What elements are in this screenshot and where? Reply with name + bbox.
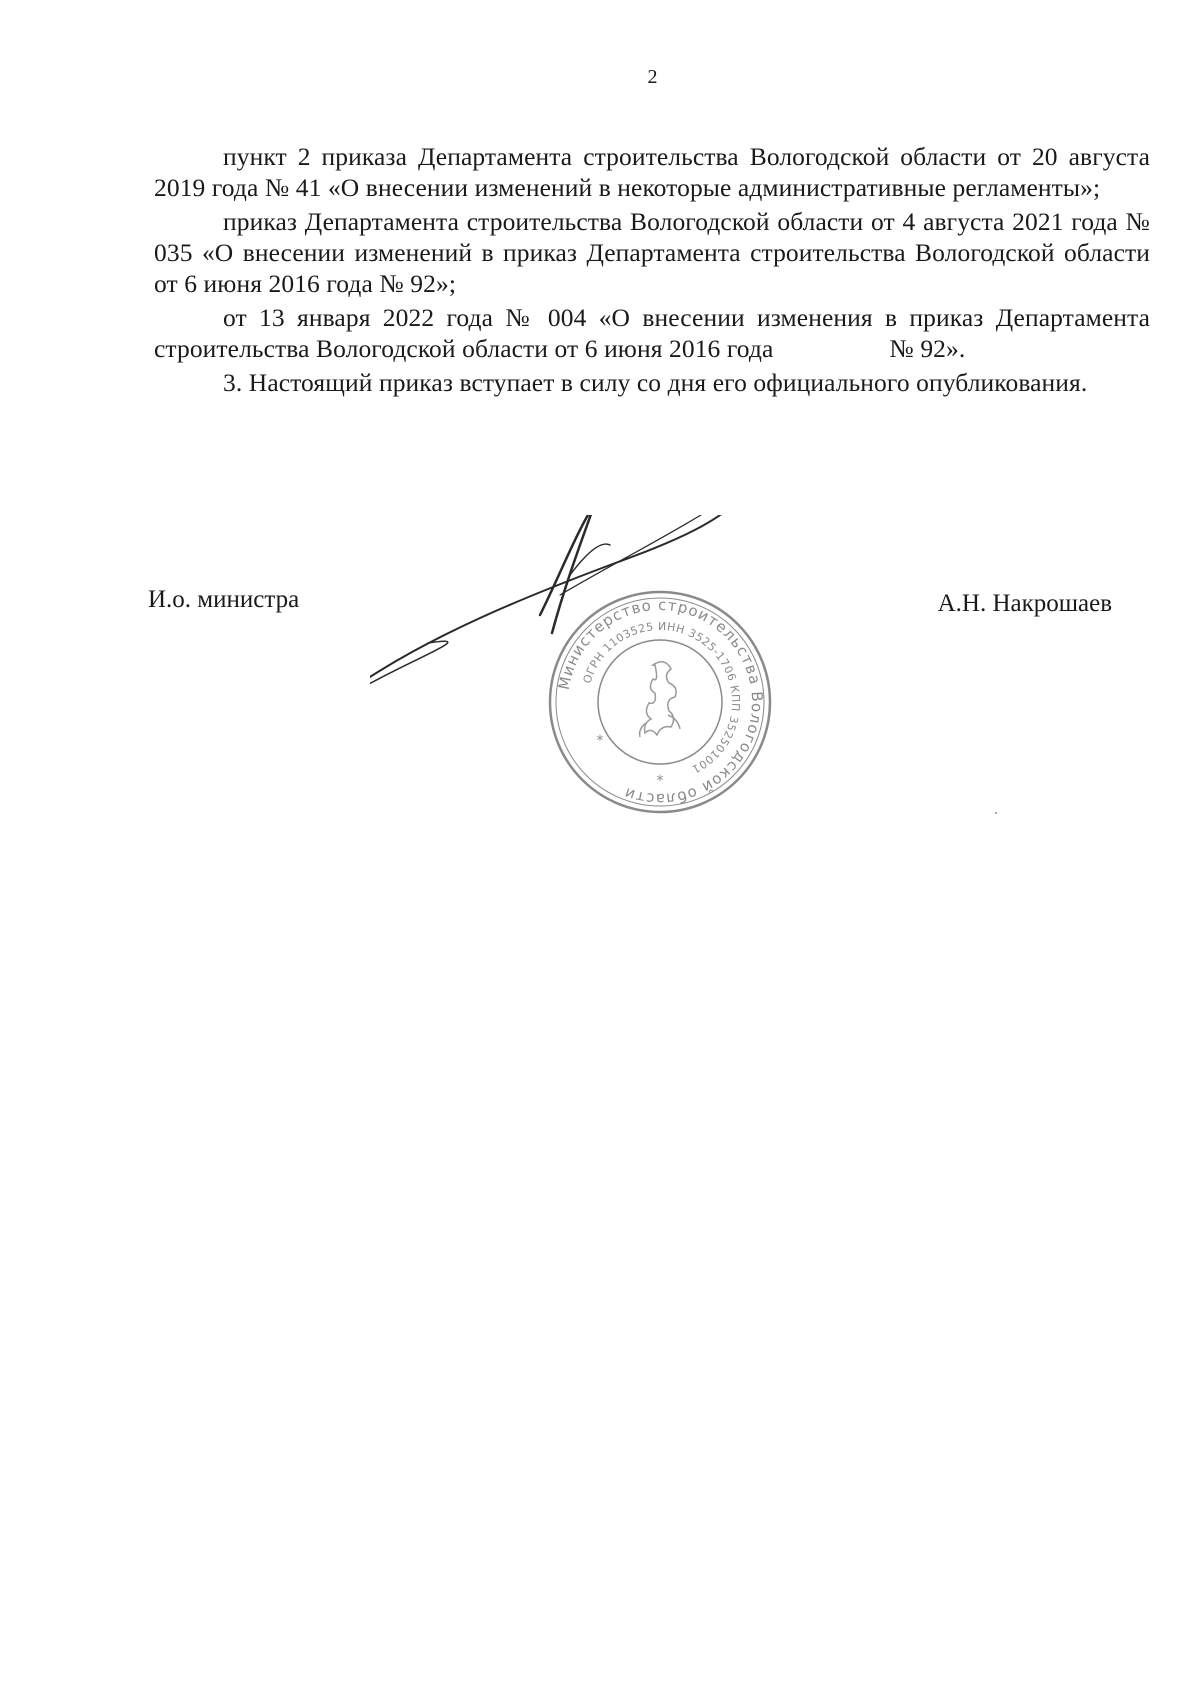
paragraph-3-end: № 92». <box>889 334 966 363</box>
paragraph-1: пункт 2 приказа Департамента строительства Вологодской области от 20 августа 2019 года № 41 «О внесении изменений в некоторые административные регламенты»; <box>154 142 1150 202</box>
official-seal <box>550 592 770 812</box>
signature-and-seal <box>370 515 830 815</box>
paragraph-4: 3. Настоящий приказ вступает в силу со дня его официального опубликования. <box>223 368 1088 397</box>
seal-outer-text: Министерство строительства Вологодской области <box>554 595 767 809</box>
svg-text:*: * <box>596 733 604 749</box>
seal-inner-text: ОГРН 1103525 ИНН 3525-1706 КПП 352501001 <box>580 619 743 777</box>
seal-emblem-icon <box>640 662 680 737</box>
paragraph-3 <box>154 302 1150 364</box>
signatory-name: А.Н. Накрошаев <box>937 590 1112 617</box>
signatory-title: И.о. министра <box>148 586 300 613</box>
document-body <box>154 141 1150 401</box>
svg-text:*: * <box>656 773 664 789</box>
paragraph-3-start: от 13 января 2022 года № 004 «О внесении изменения в приказ Департамента строительства Вологодской области от 6 июня 2016 года <box>154 303 1150 363</box>
paragraph-2: приказ Департамента строительства Вологодской области от 4 августа 2021 года № 035 «О внесении изменений в приказ Департамента строительства Вологодской области от 6 июня 2016 года № 92»; <box>154 207 1150 298</box>
page-number: 2 <box>647 66 658 88</box>
scan-artifact <box>995 812 997 814</box>
